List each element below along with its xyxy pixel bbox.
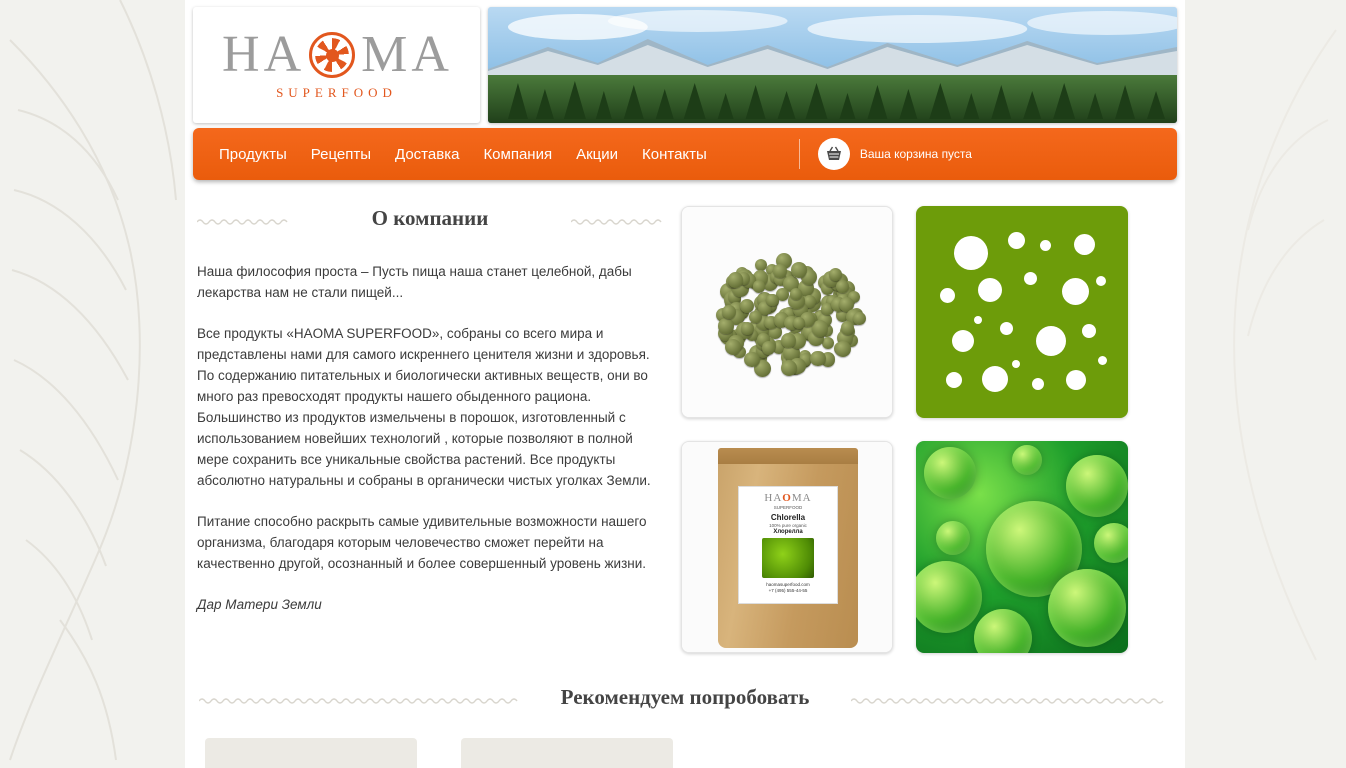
green-bubbles-graphic [916, 206, 1128, 418]
logo-tagline: SUPERFOOD [276, 85, 397, 100]
pouch-label-site: haomasuperfood.com [766, 582, 810, 587]
main-navigation [193, 128, 1177, 180]
nav-item-company[interactable]: Компания [483, 145, 553, 163]
logo-mandala-icon [309, 32, 355, 78]
pouch-label-title: Chlorella [770, 513, 806, 522]
nav-item-products[interactable]: Продукты [219, 145, 287, 163]
pouch-label-phone: +7 (495) 555-44-55 [768, 588, 808, 593]
cart-widget[interactable] [818, 138, 972, 170]
pouch-label-name-ru: Хлорелла [773, 529, 803, 535]
basket-icon[interactable] [818, 138, 850, 170]
nav-item-delivery[interactable]: Доставка [395, 145, 460, 163]
pouch-label-image [762, 538, 814, 578]
about-paragraph-1: Наша философия проста – Пусть пища наша станет целебной, дабы лекарства нам не стали пищей... [197, 264, 632, 300]
about-column [193, 206, 663, 653]
title-wave-right [571, 218, 663, 225]
pouch-label [738, 486, 838, 604]
pouch-top-seal [718, 448, 858, 464]
page-container [185, 0, 1185, 768]
pouch-label-subtitle: 100% pure organic [769, 523, 807, 528]
recommend-title: Рекомендуем попробовать [560, 685, 810, 709]
title-wave-left [197, 218, 289, 225]
recommend-wave-left [199, 697, 519, 704]
pouch-body [718, 448, 858, 648]
pouch-label-brand-sub: SUPERFOOD [773, 505, 803, 510]
recommend-card-list [199, 738, 1171, 768]
about-signature: Дар Матери Земли [197, 597, 322, 612]
recommend-title-wrapper [199, 685, 1171, 716]
background-leaf-decoration [0, 0, 200, 768]
gallery-tile-cells[interactable] [916, 441, 1128, 653]
gallery-tile-bubbles[interactable] [916, 206, 1128, 418]
hero-illustration [488, 7, 1177, 123]
logo-letter-a: A [263, 26, 304, 83]
chlorella-cells-photo [916, 441, 1128, 653]
cart-status-text: Ваша корзина пуста [859, 147, 972, 161]
page-title-wrapper [197, 206, 663, 235]
main-content [185, 180, 1185, 653]
tablets-photo [682, 207, 892, 417]
nav-item-promotions[interactable]: Акции [576, 145, 619, 163]
logo-letter-h: H [222, 26, 262, 83]
recommend-section [185, 685, 1185, 768]
nav-item-contacts[interactable]: Контакты [642, 145, 707, 163]
nav-item-recipes[interactable]: Рецепты [310, 145, 372, 163]
gallery-tile-tablets[interactable] [681, 206, 893, 418]
nav-divider [799, 139, 800, 169]
logo-wordmark [222, 26, 451, 83]
page-title: О компании [371, 206, 489, 230]
about-paragraph-2: Все продукты «HAOMA SUPERFOOD», собраны со всего мира и представлены нами для самого искреннего ценителя жизни и здоровья. По содержанию питательных и биологически активных веществ, они во много раз превосходят продукты нашего обыденного рациона. Большинство из продуктов измельчены в порошок, изготовленный с использованием новейших технологий , которые позволяют в полной мере сохранить все уникальные свойства растений. Все продукты абсолютно натуральны и собраны в органически чистых уголках Земли. [197, 326, 651, 488]
recommend-card[interactable] [205, 738, 417, 768]
hero-banner-image [488, 7, 1177, 123]
recommend-card[interactable] [461, 738, 673, 768]
pouch-label-brand: HAOMA [764, 492, 812, 504]
recommend-wave-right [851, 697, 1171, 704]
logo-letter-m: M [361, 26, 410, 83]
gallery-tile-pouch[interactable] [681, 441, 893, 653]
image-gallery [681, 206, 1128, 653]
about-paragraph-3: Питание способно раскрыть самые удивительные возможности нашего организма, благодаря которым человечество сможет перейти на качественно другой, осознанный и более совершенный уровень жизни. [197, 514, 647, 571]
logo-letter-a2: A [411, 26, 451, 83]
product-pouch-photo [682, 442, 892, 652]
site-header [185, 0, 1185, 122]
site-logo[interactable] [193, 7, 480, 123]
